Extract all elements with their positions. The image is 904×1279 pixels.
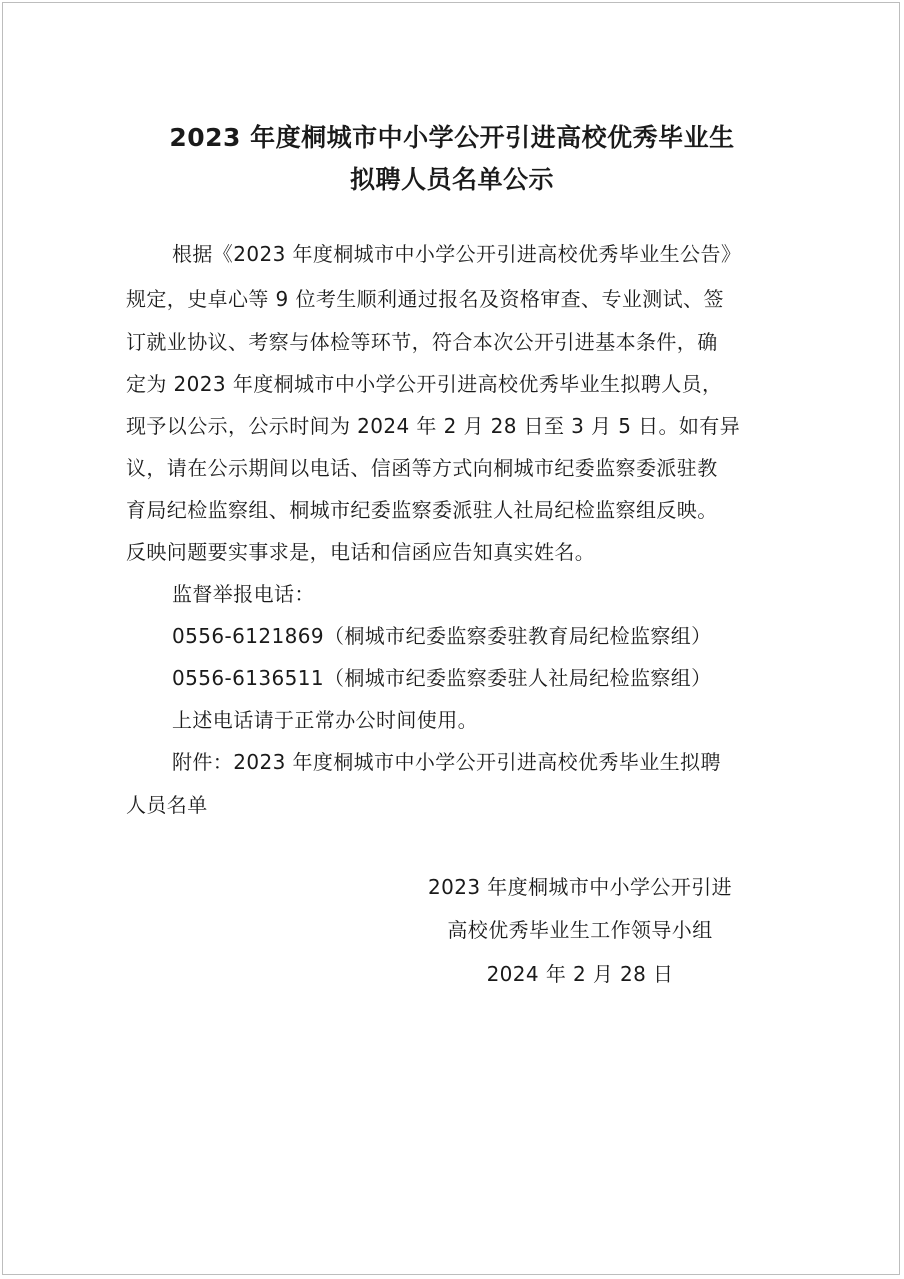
paragraph-line: 定为 2023 年度桐城市中小学公开引进高校优秀毕业生拟聘人员， <box>126 372 723 396</box>
paragraph-line: 议，请在公示期间以电话、信函等方式向桐城市纪委监察委派驻教 <box>126 456 718 480</box>
signature-org-line1: 2023 年度桐城市中小学公开引进 <box>427 875 733 899</box>
signature-org-line2: 高校优秀毕业生工作领导小组 <box>447 918 713 942</box>
hotline-note: 上述电话请于正常办公时间使用。 <box>172 708 478 732</box>
document-title-line2: 拟聘人员名单公示 <box>349 165 554 194</box>
paragraph-line: 育局纪检监察组、桐城市纪委监察委派驻人社局纪检监察组反映。 <box>126 498 718 522</box>
attachment-line2: 人员名单 <box>126 793 208 817</box>
paragraph-line: 根据《2023 年度桐城市中小学公开引进高校优秀毕业生公告》 <box>172 242 742 266</box>
hotline-label: 监督举报电话： <box>172 582 315 606</box>
attachment-line1: 附件：2023 年度桐城市中小学公开引进高校优秀毕业生拟聘 <box>172 750 721 774</box>
hotline-phone-hr: 0556-6136511（桐城市纪委监察委驻人社局纪检监察组） <box>172 666 712 690</box>
hotline-phone-education: 0556-6121869（桐城市纪委监察委驻教育局纪检监察组） <box>172 624 712 648</box>
paragraph-line: 规定，史卓心等 9 位考生顺利通过报名及资格审查、专业测试、签 <box>126 287 724 311</box>
paragraph-line: 现予以公示，公示时间为 2024 年 2 月 28 日至 3 月 5 日。如有异 <box>126 414 741 438</box>
signature-date: 2024 年 2 月 28 日 <box>486 962 674 986</box>
paragraph-line: 订就业协议、考察与体检等环节，符合本次公开引进基本条件，确 <box>126 330 718 354</box>
paragraph-line: 反映问题要实事求是，电话和信函应告知真实姓名。 <box>126 540 596 564</box>
document-title-line1: 2023 年度桐城市中小学公开引进高校优秀毕业生 <box>169 123 735 152</box>
